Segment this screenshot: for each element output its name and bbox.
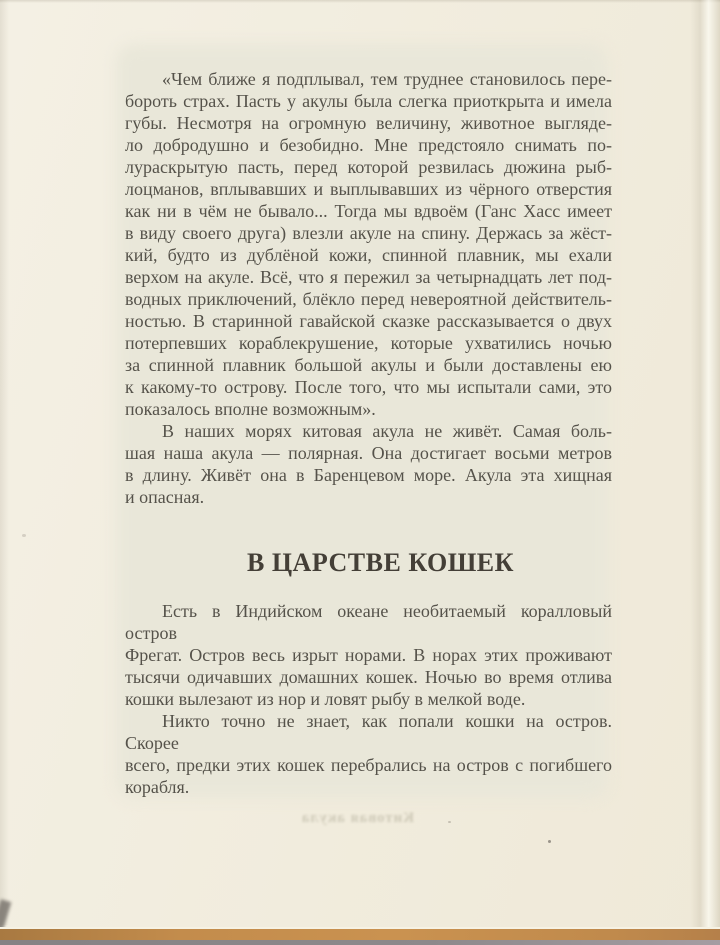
- text-line: Никто точно не знает, как попали кошки на остров. Скорее: [125, 711, 612, 753]
- text-line: верхом на акуле. Всё, что я пережил за четырнадцать лет под-: [125, 267, 612, 287]
- text-line: корабля.: [125, 777, 190, 797]
- text-line: потерпевших кораблекрушение, которые ухватились ночью: [125, 333, 612, 353]
- text-line: губы. Несмотря на огромную величину, животное выгляде-: [125, 113, 612, 133]
- text-line: Есть в Индийском океане необитаемый коралловый остров: [125, 601, 612, 643]
- text-line: показалось вполне возможным».: [125, 399, 376, 419]
- text-line: водных приключений, блёкло перед невероятной действитель-: [125, 289, 612, 309]
- text-line: как ни в чём не бывало... Тогда мы вдвоём (Ганс Хасс имеет: [125, 201, 612, 221]
- scan-speck: [548, 840, 551, 843]
- text-column: [125, 68, 612, 798]
- page-right-edge-curvature: [690, 0, 720, 929]
- text-line: и опасная.: [125, 487, 205, 507]
- text-line: к какому-то острову. После того, что мы испытали сами, это: [125, 377, 612, 397]
- text-line: Фрегат. Остров весь изрыт норами. В норах этих проживают: [125, 645, 612, 665]
- section-heading: В ЦАРСТВЕ КОШЕК: [246, 548, 515, 577]
- text-line: шая наша акула — полярная. Она достигает восьми метров: [125, 443, 612, 463]
- text-line: бороть страх. Пасть у акулы была слегка приоткрыта и имела: [125, 91, 612, 111]
- scanner-bed-strip: [0, 940, 720, 945]
- bleed-through-text: Китовая акула: [300, 810, 415, 826]
- page-top-edge-shadow: [0, 0, 720, 3]
- paragraph: [125, 68, 612, 420]
- text-line: «Чем ближе я подплывал, тем труднее становилось пере-: [162, 69, 612, 89]
- paragraph: [125, 710, 612, 798]
- text-line: кий, будто из дублёной кожи, спинной плавник, мы ехали: [125, 245, 612, 265]
- text-line: за спинной плавник большой акулы и были доставлены ею: [125, 355, 612, 375]
- text-line: лураскрытую пасть, перед которой резвилась дюжина рыб-: [125, 157, 612, 177]
- scan-speck: [22, 534, 26, 537]
- text-line: в длину. Живёт она в Баренцевом море. Акула эта хищная: [125, 465, 612, 485]
- text-line: лоцманов, вплывавших и выплывавших из чёрного отверстия: [125, 179, 612, 199]
- text-line: ностью. В старинной гавайской сказке рассказывается о двух: [125, 311, 612, 331]
- paragraph: [125, 600, 612, 710]
- text-line: ло добродушно и безобидно. Мне предстояло снимать по-: [125, 135, 612, 155]
- scan-speck: [448, 821, 451, 823]
- text-line: В наших морях китовая акула не живёт. Самая боль-: [162, 421, 612, 441]
- text-line: в виду своего друга) влезли акуле на спину. Держась за жёст-: [125, 223, 612, 243]
- page-left-edge-shadow: [0, 0, 9, 925]
- paragraph: [125, 420, 612, 508]
- book-cover-edge: [0, 927, 720, 941]
- text-line: всего, предки этих кошек перебрались на остров с погибшего: [125, 755, 612, 775]
- text-line: тысячи одичавших домашних кошек. Ночью во время отлива: [125, 667, 612, 687]
- text-line: кошки вылезают из нор и ловят рыбу в мелкой воде.: [125, 689, 526, 709]
